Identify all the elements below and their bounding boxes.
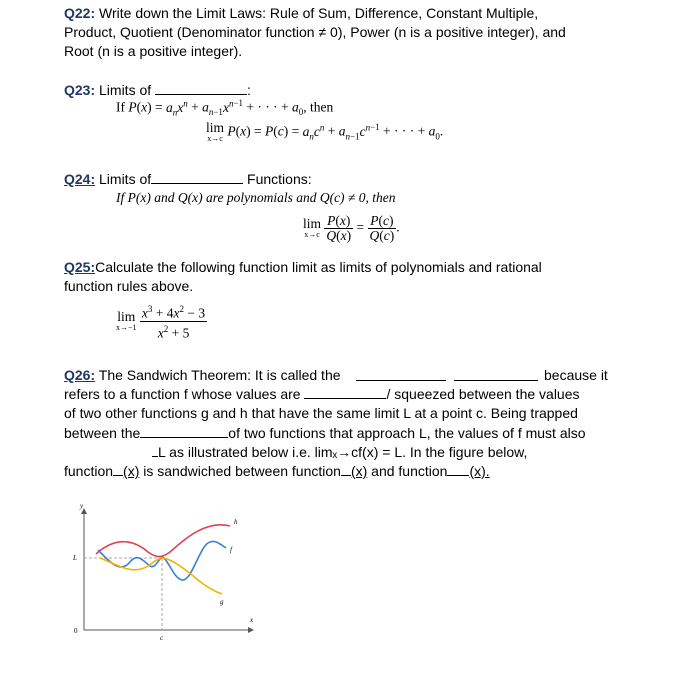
q22-number: Q22: xyxy=(64,5,96,21)
f-label: f xyxy=(230,546,232,554)
q26-text-6e: and function xyxy=(367,463,448,479)
q26-line3: of two other functions g and h that have the same limit L at a point c. Being trapped xyxy=(64,405,578,421)
q22-line2: Product, Quotient (Denominator function ≠ 0), Power (n is a positive integer), and xyxy=(64,24,566,40)
q26-line4 xyxy=(64,424,586,443)
q25-text-1: Calculate the following function limit as limits of polynomials and rational xyxy=(95,259,542,275)
q24-if-line: If P(x) and Q(x) are polynomials and Q(c) ≠ 0, then xyxy=(116,190,396,205)
q24-functions: Functions: xyxy=(247,171,312,187)
q23-colon: : xyxy=(247,82,251,98)
q26-blank-4[interactable] xyxy=(140,425,228,438)
q24-heading xyxy=(64,170,312,189)
q23-if: If xyxy=(116,99,129,115)
q23-text: Limits of xyxy=(95,82,152,98)
q23-lim-sub: x→c xyxy=(207,134,223,143)
q26-line6 xyxy=(64,462,490,481)
q24-text: Limits of xyxy=(95,171,152,187)
q23-lim: lim xyxy=(206,120,225,135)
q26-text-6f: (x). xyxy=(469,463,490,479)
q26-blank-5[interactable] xyxy=(64,445,152,457)
q25-line2: function rules above. xyxy=(64,278,194,294)
q26-text-5: L as illustrated below i.e. limₓ→cf(x) = L. In the figure below, xyxy=(158,444,528,460)
q22-line1 xyxy=(64,4,538,23)
c-label: c xyxy=(160,634,164,642)
q23-lim-line: lim x→c $P(x) = P(c) = a_nc^n + a_{n-1}c^{n-1}$ + · · · + $a_0$. xyxy=(206,120,444,143)
q26-text-6a: function xyxy=(64,463,114,479)
q23-if-line: If $P(x) = a_nx^n + a_{n-1}x^{n-1}$ + · · · + $a_0$, then xyxy=(116,98,334,118)
q26-blank-1a[interactable] xyxy=(356,368,446,381)
y-axis-label: y xyxy=(80,502,84,510)
curve-h xyxy=(96,525,230,557)
q26-blank-1b[interactable] xyxy=(454,368,538,381)
q23-number: Q23: xyxy=(64,82,96,98)
q22-text-1: Write down the Limit Laws: Rule of Sum, Difference, Constant Multiple, xyxy=(95,5,539,21)
q22-line3: Root (n is a positive integer). xyxy=(64,43,243,59)
q25-expression: lim x→−1 $\frac{x^3 + 4x^2 - 3}{x^2 + 5}$ xyxy=(116,304,206,340)
curve-g xyxy=(100,558,222,594)
q23-blank[interactable] xyxy=(155,82,247,95)
x-axis-label: x xyxy=(250,616,254,624)
q26-blank-6b[interactable] xyxy=(341,463,351,476)
q26-text-2a: refers to a function f whose values are xyxy=(64,386,301,402)
q26-line5 xyxy=(64,443,527,462)
q26-text-6c: is sandwiched between function xyxy=(139,463,341,479)
q25-lim: lim xyxy=(117,308,136,324)
q26-line2 xyxy=(64,385,580,404)
q26-number: Q26: xyxy=(64,367,96,383)
x-axis-arrow xyxy=(248,627,254,633)
q26-text-6d: (x) xyxy=(350,463,368,479)
q25-number: Q25: xyxy=(64,259,96,275)
q26-text-2b: / squeezed between the values xyxy=(386,386,580,402)
q26-text-1a: The Sandwich Theorem: It is called the xyxy=(95,367,341,383)
q26-blank-2[interactable] xyxy=(304,386,386,399)
sandwich-theorem-graph xyxy=(60,500,260,650)
q26-line1 xyxy=(64,366,341,385)
q26-text-4a: between the xyxy=(64,425,141,441)
q24-number: Q24: xyxy=(64,171,96,187)
q26-line1b: because it xyxy=(544,367,608,383)
q23-then: then xyxy=(309,99,334,115)
h-label: h xyxy=(234,518,238,526)
q24-lim: lim xyxy=(303,216,322,231)
q26-blank-6c[interactable] xyxy=(447,463,469,476)
q25-lim-sub: x→−1 xyxy=(116,322,137,332)
q24-lim-sub: x→c xyxy=(304,230,320,239)
q24-blank[interactable] xyxy=(151,171,243,184)
q26-text-6b: (x) xyxy=(123,463,140,479)
g-label: g xyxy=(220,598,224,606)
L-label: L xyxy=(73,554,77,562)
q26-blank-6a[interactable] xyxy=(113,463,123,476)
zero-label: 0 xyxy=(74,627,78,635)
q24-lim-line: lim x→c $\frac{P(x)}{Q(x)}$ = $\frac{P(c)}{Q(c)}$ . xyxy=(303,213,400,243)
q25-line1 xyxy=(64,258,542,277)
q26-text-4b: of two functions that approach L, the values of f must also xyxy=(228,425,586,441)
